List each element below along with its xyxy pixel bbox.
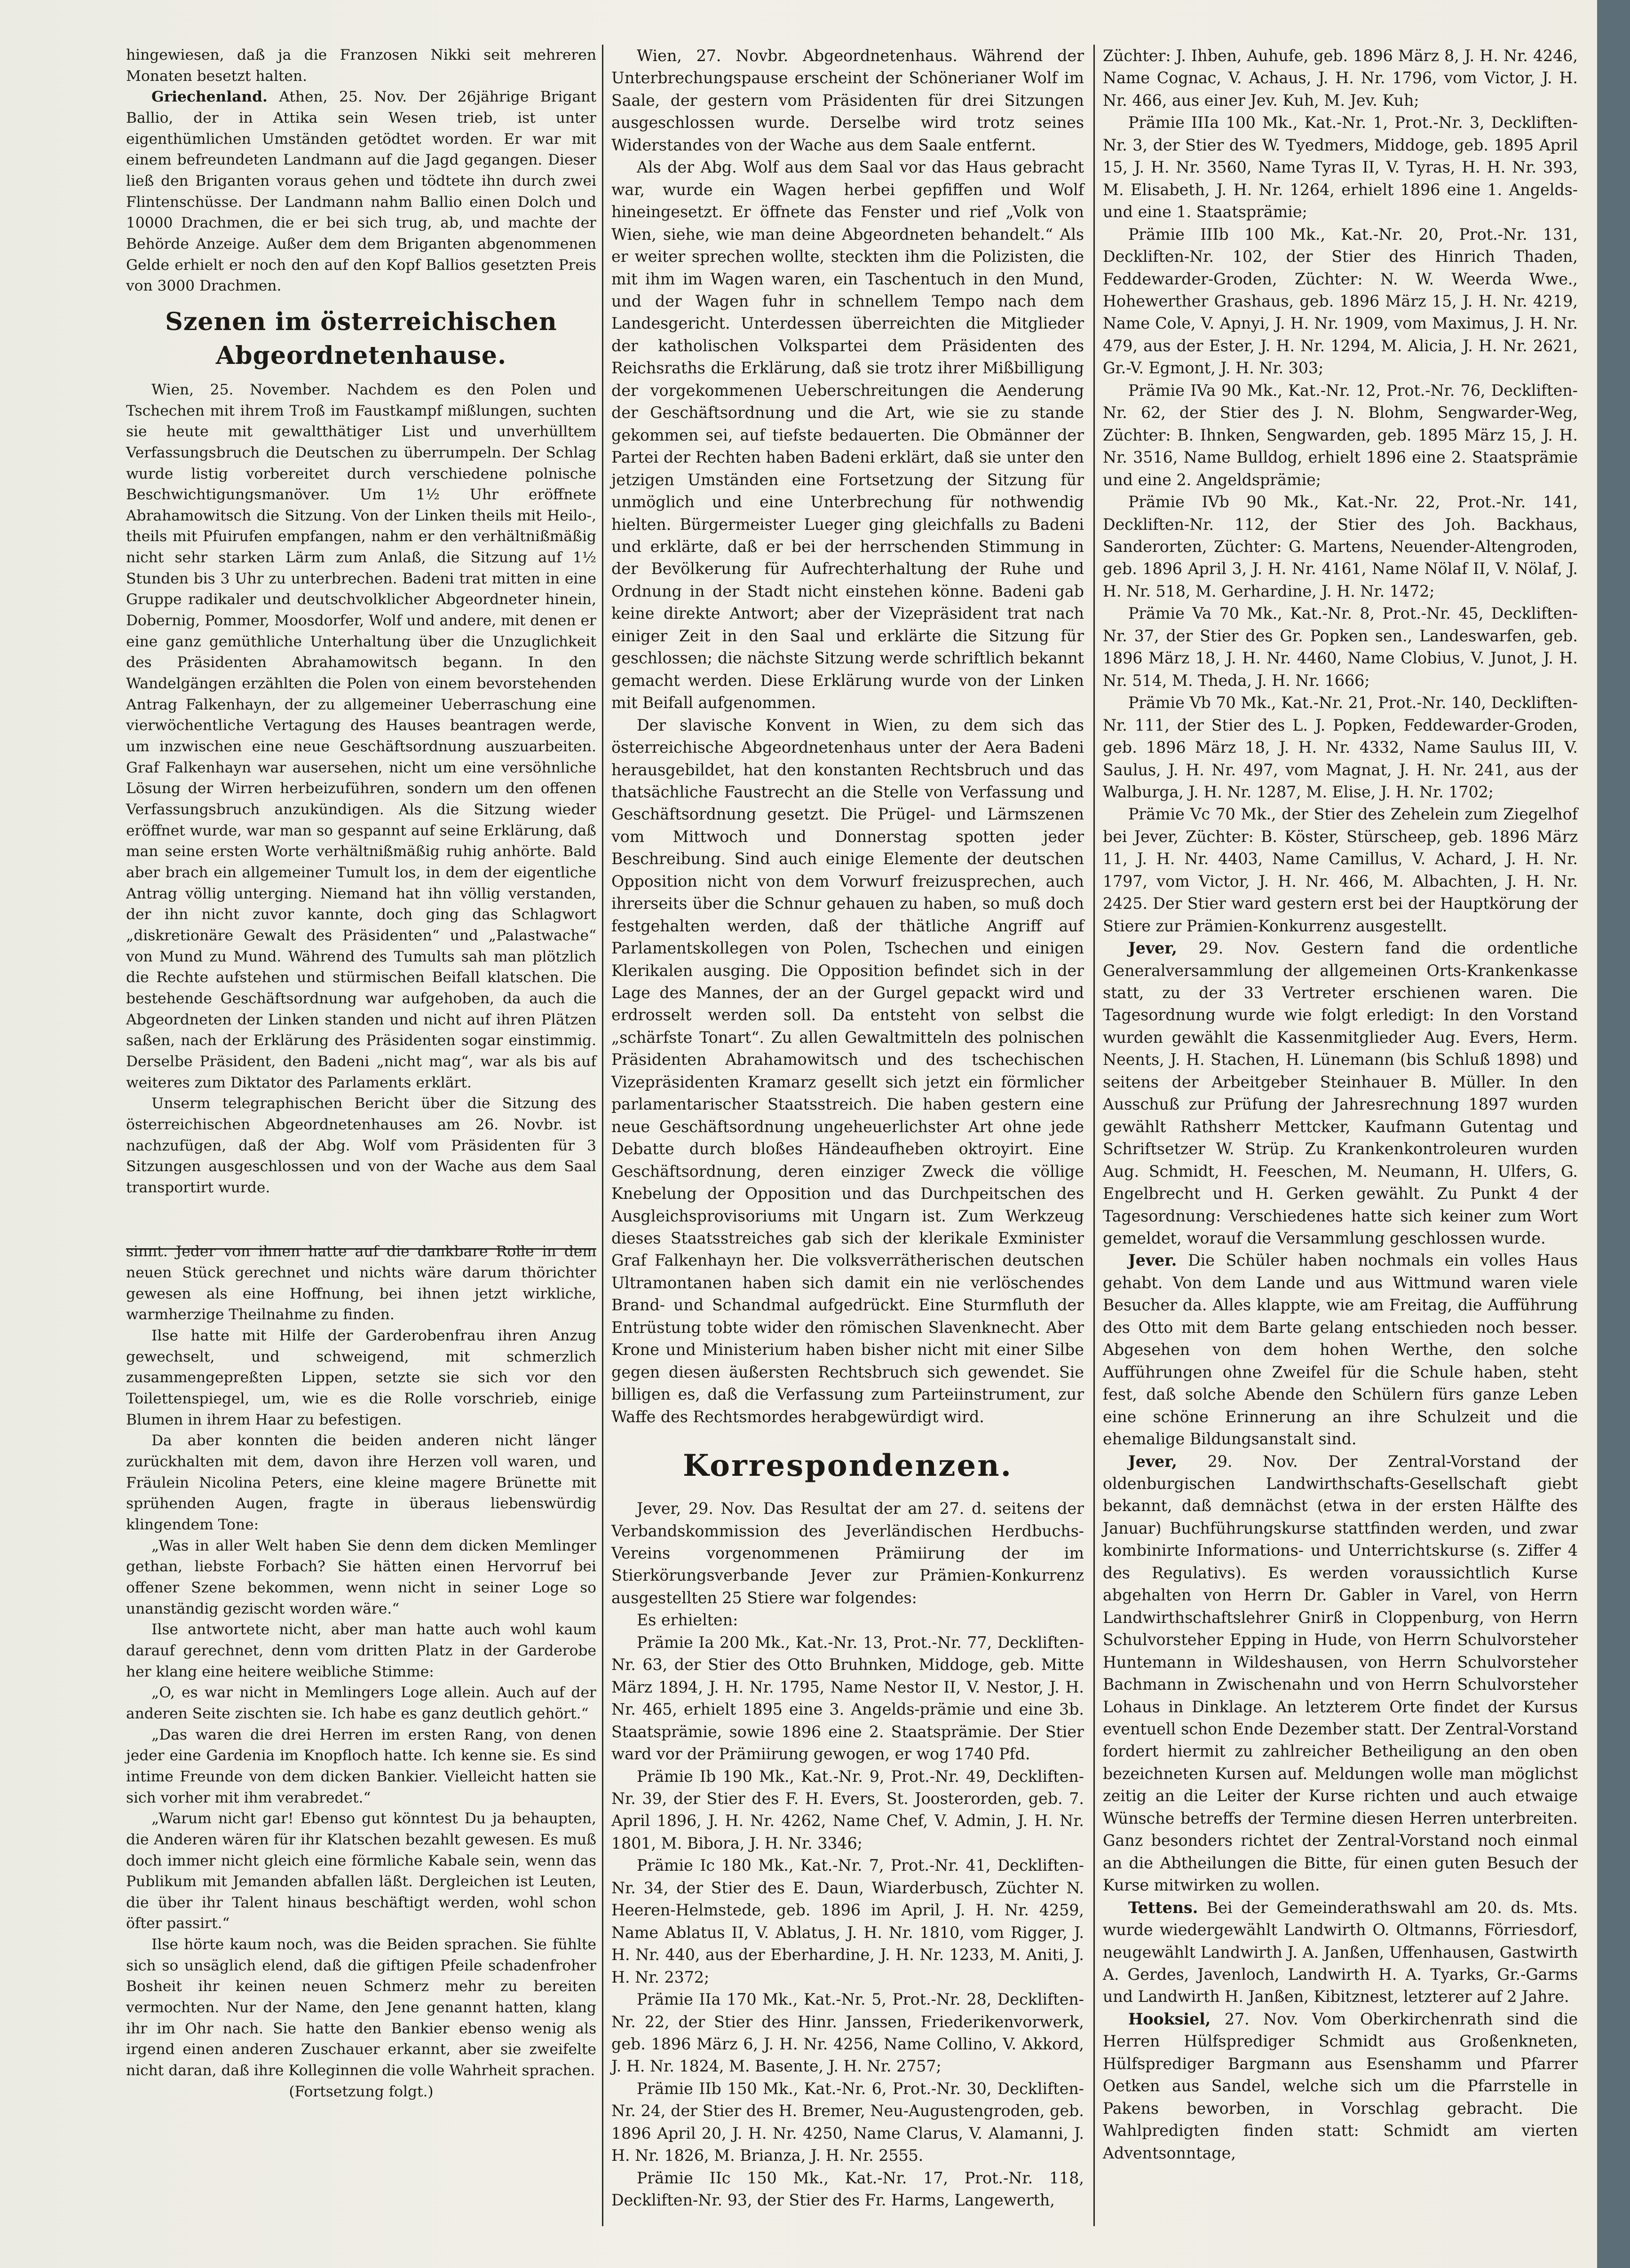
report-jever-schueler	[1103, 1249, 1578, 1450]
feuilleton-paragraph: „Warum nicht gar! Ebenso gut könntest Du ja behaupten, die Anderen wären für ihr Klatschen bezahlt gewesen. Es muß doch immer nicht gleich eine förmliche Kabale sein, wenn das Publikum mit Jemanden abfallen läßt. Dergleichen ist Leuten, die über ihr Talent hinaus beschäftigt werden, wohl schon öfter passirt.“	[126, 1810, 596, 1932]
report-text: 29. Nov. Der Zentral-Vorstand der oldenburgischen Landwirthschafts-Gesellschaft giebt bekannt, daß demnächst (etwa in der ersten Hälfte des Januar) Buchführungskurse stattfinden werden, und zwar kombinirte Informations- und Unterrichtskurse (s. Ziffer 4 des Regulativs). Es werden voraussichtlich Kurse abgehalten von Herrn Dr. Gabler in Varel, von Herrn Landwirthschaftslehrer Gnirß in Cloppenburg, von Herrn Schulvorsteher Epping in Hude, von Herrn Schulvorsteher Huntemann in Wildeshausen, von Herrn Schulvorsteher Bachmann in Zwischenahn und von Herrn Schulvorsteher Lohaus in Dinklage. An letzterem Orte findet der Kursus eventuell schon Ende Dezember statt. Der Zentral-Vorstand fordert hiermit zu zahlreicher Betheiligung an den oben bezeichneten Kursen auf. Meldungen wolle man möglichst zeitig an die Leiter der Kurse richten und auch etwaige Wünsche betreffs der Termine diesen Herren unterbreiten. Ganz besonders richtet der Zentral-Vorstand noch einmal an die Abtheilungen die Bitte, für einen guten Besuch der Kurse mitwirken zu wollen.	[1103, 1452, 1578, 1895]
feuilleton-paragraph: Ilse antwortete nicht, aber man hatte auch wohl kaum darauf gerechnet, denn vom dritten Platz in der Garderobe her klang eine heitere weibliche Stimme:	[126, 1621, 596, 1680]
prize-entry: Prämie Vc 70 Mk., der Stier des Zehelein zum Ziegelhof bei Jever, Züchter: B. Köster, Stürscheep, geb. 1896 März 11, J. H. Nr. 4403, Name Camillus, V. Achard, J. H. Nr. 1797, vom Victor, J. H. Nr. 466, M. Albachten, J. H. Nr. 2425. Der Stier ward gestern erst bei der Hauptkörung der Stiere zur Prämien-Konkurrenz ausgestellt.	[1103, 805, 1578, 935]
article-greece	[126, 87, 596, 297]
prize-entry: Prämie IIb 150 Mk., Kat.-Nr. 6, Prot.-Nr. 30, Deckliften-Nr. 24, der Stier des H. Bremer, Neu-Augustengroden, geb. 1896 April 20, J. H. Nr. 4250, Name Clarus, V. Alamanni, J. H. Nr. 1826, M. Brianza, J. H. Nr. 2555.	[611, 2079, 1084, 2165]
feuilleton-paragraph: Ilse hatte mit Hilfe der Garderobenfrau ihren Anzug gewechselt, und schweigend, mit schmerzlich zusammengepreßten Lippen, setzte sie sich vor den Toilettenspiegel, um, wie es die Rolle vorschrieb, einige Blumen in ihrem Haar zu befestigen.	[126, 1327, 596, 1428]
section-heading-korrespondenzen: Korrespondenzen.	[683, 1448, 1013, 1484]
dateline-hooksiel: Hooksiel,	[1128, 2009, 1211, 2028]
page-edge	[1597, 0, 1630, 2268]
article-continuation: hingewiesen, daß ja die Franzosen Nikki seit mehreren Monaten besetzt halten.	[126, 47, 596, 85]
dateline-jever: Jever,	[1128, 1452, 1177, 1471]
report-intro: Es erhielten:	[637, 1611, 738, 1630]
dateline-jever: Jever,	[1128, 939, 1177, 958]
report-text: Die Schüler haben nochmals ein volles Haus gehabt. Von dem Lande und aus Wittmund waren viele Besucher da. Alles klappte, wie am Freitag, die Aufführung des Otto mit dem Barte gelang entschieden noch besser. Abgesehen von dem hohen Werthe, den solche Aufführungen ohne Zweifel für die Schule haben, steht fest, daß solche Abende den Schülern fürs ganze Leben eine schöne Erinnerung an ihre Schulzeit und die ehemalige Bildungsanstalt sind.	[1103, 1251, 1578, 1449]
prize-entry: Züchter: J. Ihben, Auhufe, geb. 1896 März 8, J. H. Nr. 4246, Name Cognac, V. Achaus, J. H. Nr. 1796, vom Victor, J. H. Nr. 466, aus einer Jev. Kuh, M. Jev. Kuh;	[1103, 47, 1578, 110]
article-vienna: Wien, 27. Novbr. Abgeordnetenhaus. Während der Unterbrechungspause erscheint der Schönerianer Wolf im Saale, der gestern vom Präsidenten für drei Sitzungen ausgeschlossen wurde. Derselbe wird trotz seines Widerstandes von der Wache aus dem Saale entfernt.	[611, 47, 1084, 154]
report-jever-landwirtschaft	[1103, 1450, 1578, 1897]
prize-entry: Prämie IIIb 100 Mk., Kat.-Nr. 20, Prot.-Nr. 131, Deckliften-Nr. 102, der Stier des Hinrich Thaden, Feddewarder-Groden, Züchter: N. W. Weerda Wwe., Hohewerther Grashaus, geb. 1896 März 15, J. H. Nr. 4219, Name Cole, V. Apnyi, J. H. Nr. 1909, vom Maximus, J. H. Nr. 479, aus der Ester, J. H. Nr. 1294, M. Alicia, J. H. Nr. 2621, Gr.-V. Egmont, J. H. Nr. 303;	[1103, 225, 1578, 378]
dateline-tettens: Tettens.	[1128, 1898, 1198, 1917]
dateline-greece: Griechenland.	[151, 88, 268, 106]
prize-entry: Prämie IVb 90 Mk., Kat.-Nr. 22, Prot.-Nr. 141, Deckliften-Nr. 112, der Stier des Joh. Backhaus, Sanderorten, Züchter: G. Martens, Neuender-Altengroden, geb. 1896 April 3, J. H. Nr. 4161, Name Nölaf II, V. Nölaf, J. H. Nr. 518, M. Gerhardine, J. H. Nr. 1472;	[1103, 493, 1578, 600]
column-3	[1103, 45, 1578, 2164]
feuilleton-paragraph: sinnt. Jeder von ihnen hatte auf die dankbare Rolle in dem neuen Stück gerechnet und nichts wäre darum thörichter gewesen als eine Hoffnung, bei ihnen jetzt wirkliche, warmherzige Theilnahme zu finden.	[126, 1243, 596, 1323]
report-hooksiel	[1103, 2008, 1578, 2164]
prize-entry: Prämie IVa 90 Mk., Kat.-Nr. 12, Prot.-Nr. 76, Deckliften-Nr. 62, der Stier des J. N. Blohm, Sengwarder-Weg, Züchter: B. Ihnken, Sengwarden, geb. 1895 März 15, J. H. Nr. 3516, Name Bulldog, erhielt 1896 eine 2. Staatsprämie und eine 2. Angeldsprämie;	[1103, 381, 1578, 489]
prize-entry: Prämie Vb 70 Mk., Kat.-Nr. 21, Prot.-Nr. 140, Deckliften-Nr. 111, der Stier des L. J. Popken, Feddewarder-Groden, geb. 1896 März 18, J. H. Nr. 4332, Name Saulus III, V. Saulus, J. H. Nr. 497, vom Magnat, J. H. Nr. 241, aus der Walburga, J. H. Nr. 1287, M. Elise, J. H. Nr. 1702;	[1103, 693, 1578, 801]
report-text: 29. Nov. Gestern fand die ordentliche Generalversammlung der allgemeinen Orts-Krankenkasse statt, zu der 33 Vertreter erschienen waren. Die Tagesordnung wurde wie folgt erledigt: In den Vorstand wurden gewählt die Kassenmitglieder Aug. Evers, Herm. Neents, J. H. Stachen, H. Lünemann (bis Schluß 1898) und seitens der Arbeitgeber Steinhauer B. Müller. In den Ausschuß zur Prüfung der Jahresrechnung 1897 wurden gewählt Rathsherr Mettcker, Kaufmann Gutentag und Schriftsetzer W. Strüp. Zu Krankenkontroleuren wurden Aug. Schmidt, H. Feeschen, M. Neumann, H. Ulfers, G. Engelbrecht und H. Gerken gewählt. Zu Punkt 4 der Tagesordnung: Verschiedenes hatte sich keiner zum Wort gemeldet, worauf die Versammlung geschlossen wurde.	[1103, 939, 1578, 1248]
prize-entry: Prämie Ia 200 Mk., Kat.-Nr. 13, Prot.-Nr. 77, Deckliften-Nr. 63, der Stier des Otto Bruhnken, Middoge, geb. Mitte März 1894, J. H. Nr. 1795, Name Nestor II, V. Nestor, J. H. Nr. 465, erhielt 1895 eine 3. Angelds-prämie und eine 3b. Staatsprämie, sowie 1896 eine 2. Staatsprämie. Der Stier ward vor der Prämiirung gewogen, er wog 1740 Pfd.	[611, 1633, 1084, 1764]
column-2	[611, 45, 1084, 2212]
article-austria-addendum: Unserm telegraphischen Bericht über die Sitzung des österreichischen Abgeordnetenhauses am 26. Novbr. ist nachzufügen, daß der Abg. Wolf vom Präsidenten für 3 Sitzungen ausgeschlossen und von der Wache aus dem Saal transportirt wurde.	[126, 1095, 596, 1196]
article-slavic-convent: Der slavische Konvent in Wien, zu dem sich das österreichische Abgeordnetenhaus unter der Aera Badeni herausgebildet, hat den konstanten Rechtsbruch und das thatsächliche Faustrecht an die Stelle von Verfassung und Geschäftsordnung gesetzt. Die Prügel- und Lärmszenen vom Mittwoch und Donnerstag spotten jeder Beschreibung. Sind auch einige Elemente der deutschen Opposition nicht von dem Vorwurf freizusprechen, auch ihrerseits über die Schnur gehauen zu haben, so muß doch festgehalten werden, daß der thätliche Angriff auf Parlamentskollegen von Polen, Tschechen und einigen Klerikalen ausging. Die Opposition befindet sich in der Lage des Mannes, der an der Gurgel gepackt wird und erdrosselt werden soll. Da entsteht von selbst die „schärfste Tonart“. Zu allen Gewaltmitteln des polnischen Präsidenten Abrahamowitsch und des tschechischen Vizepräsidenten Kramarz gesellt sich jetzt ein förmlicher parlamentarischer Staatsstreich. Die haben gestern eine neue Geschäftsordnung ungeheuerlichster Art ohne jede Debatte durch bloßes Händeaufheben oktroyirt. Eine Geschäftsordnung, deren einziger Zweck die völlige Knebelung der Opposition und das Durchpeitschen des Ausgleichsprovisoriums mit Ungarn ist. Zum Werkzeug dieses Staatsstreiches gab sich der klerikale Exminister Graf Falkenhayn her. Die volksverrätherischen deutschen Ultramontanen haben sich damit ein nie verlöschendes Brand- und Schandmal aufgedrückt. Eine Sturmfluth der Entrüstung tobte wider den römischen Slavenknecht. Aber Krone und Ministerium haben bisher nicht mit einer Silbe gegen diesen äußersten Rechtsbruch sich gewendet. Sie billigen es, daß die Verfassung zum Parteiinstrument, zur Waffe des Rechtsmordes herabgewürdigt wird.	[611, 716, 1084, 1426]
section-heading-austria: Szenen im österreichischen Abgeordnetenhause.	[165, 307, 557, 370]
dateline-jever: Jever.	[1128, 1251, 1177, 1270]
article-vienna-wolf: Als der Abg. Wolf aus dem Saal vor das Haus gebracht war, wurde ein Wagen herbei gepfiffen und Wolf hineingesetzt. Er öffnete das Fenster und rief „Volk von Wien, siehe, wie man deine Abgeordneten behandelt.“ Als er weiter sprechen wollte, steckten ihm die Polizisten, die mit ihm im Wagen waren, ein Taschentuch in den Mund, und der Wagen fuhr in schnellem Tempo nach dem Landesgericht. Unterdessen überreichten die Mitglieder der katholischen Volkspartei dem Präsidenten des Reichsraths die Erklärung, daß sie trotz ihrer Mißbilligung der vorgekommenen Ueberschreitungen die Aenderung der Geschäftsordnung und die Art, wie sie zu stande gekommen sei, auf tiefste bedauerten. Die Obmänner der Partei der Rechten haben Badeni erklärt, daß sie unter den jetzigen Umständen eine Fortsetzung der Sitzung für unmöglich und eine Unterbrechung für nothwendig hielten. Bürgermeister Lueger ging gleichfalls zu Badeni und erklärte, daß er bei der herrschenden Stimmung in der Bevölkerung für Aufrechterhaltung der Ruhe und Ordnung in der Stadt nicht einstehen könne. Badeni gab keine direkte Antwort; aber der Vizepräsident trat nach einiger Zeit in den Saal und erklärte die Sitzung für geschlossen; die nächste Sitzung werde schriftlich bekannt gemacht werden. Diese Erklärung wurde von der Linken mit Beifall aufgenommen.	[611, 158, 1084, 712]
article-greece-text: Athen, 25. Nov. Der 26jährige Brigant Ballio, der in Attika sein Wesen trieb, ist unter eigenthümlichen Umständen getödtet worden. Er war mit einem befreundeten Landmann auf die Jagd gegangen. Dieser ließ den Briganten voraus gehen und tödtete ihn durch zwei Flintenschüsse. Der Landmann nahm Ballio einen Dolch und 10000 Drachmen, die er bei sich trug, ab, und machte der Behörde Anzeige. Außer dem dem Briganten abgenommenen Gelde erhielt er noch den auf den Kopf Ballios gesetzten Preis von 3000 Drachmen.	[126, 88, 596, 295]
report-text: 27. Nov. Vom Oberkirchenrath sind die Herren Hülfsprediger Schmidt aus Großenkneten, Hülfsprediger Bargmann aus Esenshamm und Pfarrer Oetken aus Sandel, welche sich um die Pfarrstelle in Pakens beworben, in Vorschlag gebracht. Die Wahlpredigten finden statt: Schmidt am vierten Adventsonntage,	[1103, 2009, 1578, 2162]
report-text: Bei der Gemeinderathswahl am 20. ds. Mts. wurde wiedergewählt Landwirth O. Oltmanns, Förriesdorf, neugewählt Landwirth J. A. Janßen, Uffenhausen, Gastwirth A. Gerdes, Javenloch, Landwirth H. A. Tyarks, Gr.-Garms und Landwirth H. Janßen, Kibitznest, letzterer auf 2 Jahre.	[1103, 1898, 1578, 2006]
report-jever-praemiirung: Jever, 29. Nov. Das Resultat der am 27. d. seitens der Verbandskommission des Jeverländischen Herdbuchs-Vereins vorgenommenen Prämiirung der im Stierkörungsverbande Jever zur Prämien-Konkurrenz ausgestellten 25 Stiere war folgendes:	[611, 1499, 1084, 1607]
prize-entry: Prämie Ic 180 Mk., Kat.-Nr. 7, Prot.-Nr. 41, Deckliften-Nr. 34, der Stier des E. Daun, Wiarderbusch, Züchter N. Heeren-Helmstede, geb. 1896 im April, J. H. Nr. 4259, Name Ablatus II, V. Ablatus, J. H. Nr. 1810, vom Rigger, J. H. Nr. 440, aus der Eberhardine, J. H. Nr. 1233, M. Aniti, J. H. Nr. 2372;	[611, 1856, 1084, 1986]
column-rule-1	[602, 45, 603, 2226]
prize-entry: Prämie Va 70 Mk., Kat.-Nr. 8, Prot.-Nr. 45, Deckliften-Nr. 37, der Stier des Gr. Popken sen., Landeswarfen, geb. 1896 März 18, J. H. Nr. 4460, Name Clobius, V. Junot, J. H. Nr. 514, M. Theda, J. H. Nr. 1666;	[1103, 604, 1578, 690]
feuilleton-paragraph: Da aber konnten die beiden anderen nicht länger zurückhalten mit dem, davon ihre Herzen voll waren, und Fräulein Nicolina Peters, eine kleine magere Brünette mit sprühenden Augen, fragte in überaus liebenswürdig klingendem Tone:	[126, 1432, 596, 1533]
prize-entry: Prämie IIa 170 Mk., Kat.-Nr. 5, Prot.-Nr. 28, Deckliften-Nr. 22, der Stier des Hinr. Janssen, Friederikenvorwerk, geb. 1896 März 6, J. H. Nr. 4256, Name Collino, V. Akkord, J. H. Nr. 1824, M. Basente, J. H. Nr. 2757;	[611, 1990, 1084, 2076]
column-1	[126, 45, 596, 2102]
article-austria: Wien, 25. November. Nachdem es den Polen und Tschechen mit ihrem Troß im Faustkampf mißlungen, suchten sie heute mit gewaltthätiger List und unverhülltem Verfassungsbruch die Deutschen zu überrumpeln. Der Schlag wurde listig vorbereitet durch verschiedene polnische Beschwichtigungsmanöver. Um 1½ Uhr eröffnete Abrahamowitsch die Sitzung. Von der Linken theils mit Heilo-, theils mit Pfuirufen empfangen, nahm er den verhältnißmäßig nicht sehr starken Lärm zum Anlaß, die Sitzung auf 1½ Stunden bis 3 Uhr zu unterbrechen. Badeni trat mitten in eine Gruppe radikaler und deutschvolklicher Abgeordneter hinein, Dobernig, Pommer, Moosdorfer, Wolf und andere, mit denen er eine ganz gemüthliche Unterhaltung über die Unzuglichkeit des Präsidenten Abrahamowitsch begann. In den Wandelgängen erzählten die Polen von einem bevorstehenden Antrag Falkenhayn, der zu allgemeiner Ueberraschung eine vierwöchentliche Vertagung des Hauses beantragen werde, um inzwischen eine neue Geschäftsordnung auszuarbeiten. Graf Falkenhayn war ausersehen, nicht um eine versöhnliche Lösung der Wirren herbeizuführen, sondern um den offenen Verfassungsbruch anzukündigen. Als die Sitzung wieder eröffnet wurde, war man so gespannt auf seine Erklärung, daß man seine ersten Worte verhältnißmäßig ruhig anhörte. Bald aber brach ein allgemeiner Tumult los, in dem der eigentliche Antrag völlig unterging. Niemand hat ihn völlig verstanden, der ihn nicht zuvor kannte, doch ging das Schlagwort „diskretionäre Gewalt des Präsidenten“ und „Palastwache“ von Mund zu Mund. Während des Tumults sah man plötzlich die Rechte aufstehen und stürmischen Beifall klatschen. Die bestehende Geschäftsordnung war aufgehoben, da auch die Abgeordneten der Linken standen und nicht auf ihren Plätzen saßen, nach der Erklärung des Präsidenten sogar einstimmig. Derselbe Präsident, den Badeni „nicht mag“, war als bis auf weiteres zum Diktator des Parlaments erklärt.	[126, 381, 596, 1091]
feuilleton-paragraph: „Was in aller Welt haben Sie denn dem dicken Memlinger gethan, liebste Forbach? Sie hätten einen Hervorruf bei offener Szene bekommen, wenn nicht in seiner Loge so unanständig gezischt worden wäre.“	[126, 1537, 596, 1617]
prize-entry: Prämie IIIa 100 Mk., Kat.-Nr. 1, Prot.-Nr. 3, Deckliften-Nr. 3, der Stier des W. Tyedmers, Middoge, geb. 1895 April 15, J. H. Nr. 3560, Name Tyras II, V. Tyras, H. H. Nr. 393, M. Elisabeth, J. H. Nr. 1264, erhielt 1896 eine 1. Angelds- und eine 1. Staatsprämie;	[1103, 113, 1578, 221]
column-rule-2	[1093, 45, 1095, 2226]
prize-entry: Prämie Ib 190 Mk., Kat.-Nr. 9, Prot.-Nr. 49, Deckliften-Nr. 39, der Stier des F. H. Evers, St. Joosterorden, geb. 7. April 1896, J. H. Nr. 4262, Name Chef, V. Admin, J. H. Nr. 1801, M. Bibora, J. H. Nr. 3346;	[611, 1767, 1084, 1852]
feuilleton-paragraph: Ilse hörte kaum noch, was die Beiden sprachen. Sie fühlte sich so unsäglich elend, daß die giftigen Pfeile schadenfroher Bosheit ihr keinen neuen Schmerz mehr zu bereiten vermochten. Nur der Name, den Jene genannt hatten, klang ihr im Ohr nach. Sie hatte den Bankier ebenso wenig als irgend einen anderen Zuschauer erkannt, aber sie zweifelte nicht daran, daß ihre Kolleginnen die volle Wahrheit sprachen.	[126, 1936, 596, 2079]
continuation-note: (Fortsetzung folgt.)	[289, 2083, 434, 2100]
report-tettens	[1103, 1897, 1578, 2008]
feuilleton-paragraph: „Das waren die drei Herren im ersten Rang, von denen jeder eine Gardenia im Knopfloch hatte. Ich kenne sie. Es sind intime Freunde von dem dicken Bankier. Vielleicht hatten sie sich vorher mit ihm verabredet.“	[126, 1726, 596, 1806]
feuilleton-paragraph: „O, es war nicht in Memlingers Loge allein. Auch auf der anderen Seite zischten sie. Ich habe es ganz deutlich gehört.“	[126, 1684, 596, 1722]
report-jever-krankenkasse	[1103, 937, 1578, 1249]
prize-entry: Prämie IIc 150 Mk., Kat.-Nr. 17, Prot.-Nr. 118, Deckliften-Nr. 93, der Stier des Fr. Harms, Langewerth,	[611, 2168, 1084, 2210]
